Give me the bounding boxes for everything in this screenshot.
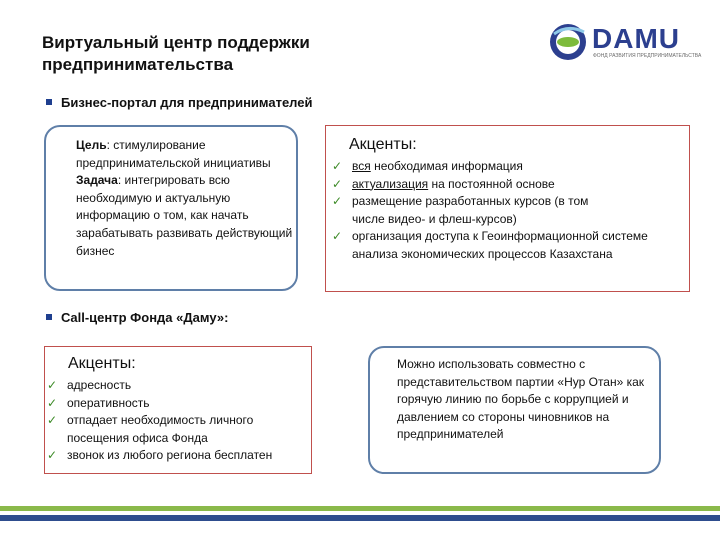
checkmark-icon: ✓ [47,448,58,463]
section-callcenter-heading: Call-центр Фонда «Даму»: [46,310,228,325]
list-item: ✓ адресность [47,377,309,395]
goal-text: : стимулирование предпринимательской инициативы [76,138,271,170]
list-item: ✓ оперативность [47,395,309,413]
page-title: Виртуальный центр поддержки предпринимательства [42,33,310,74]
checkmark-icon: ✓ [332,229,343,244]
checkmark-icon: ✓ [332,194,343,209]
checkmark-icon: ✓ [332,176,343,191]
logo-wordmark: DAMU [592,23,680,54]
callcenter-accents-box [44,346,312,474]
portal-accents-title: Акценты: [349,136,417,153]
goal-label: Цель [76,138,107,152]
footer-blue-stripe [0,515,720,521]
callcenter-accents-title: Акценты: [68,355,136,372]
checkmark-icon: ✓ [47,413,58,428]
list-item: ✓ размещение разработанных курсов (в том числе видео- и флеш-курсов) [332,194,589,226]
list-item: ✓ вся необходимая информация [332,158,682,176]
logo-tagline: ФОНД РАЗВИТИЯ ПРЕДПРИНИМАТЕЛЬСТВА [593,53,702,59]
task-text: : интегрировать всю необходимую и актуальную информацию о том, как начать зарабатывать развивать действующий бизнес [76,173,293,258]
task-label: Задача [76,173,118,188]
checkmark-icon: ✓ [47,395,58,410]
list-item: ✓ отпадает необходимость личного посещения офиса Фонда [47,413,254,445]
damu-logo [548,22,708,62]
bullet-square-icon [46,99,52,105]
list-item: ✓ организация доступа к Геоинформационной системе анализа экономических процессов Казахстана [332,229,648,261]
section-portal-heading: Бизнес-портал для предпринимателей [46,95,313,110]
hotline-note-text: Можно использовать совместно с представительством партии «Нур Отан» как горячую линию по борьбе с коррупцией и давлением со стороны чиновников на предпринимателей [397,357,645,442]
hotline-note-box [368,346,661,474]
list-item: ✓ звонок из любого региона бесплатен [47,447,309,465]
portal-accents-list [332,158,682,264]
bullet-square-icon [46,314,52,320]
checkmark-icon: ✓ [332,159,343,173]
goal-task-text [76,137,294,260]
goal-task-box [44,125,298,291]
list-item: ✓ актуализация на постоянной основе [332,176,682,194]
callcenter-accents-list [47,377,309,465]
footer-green-stripe [0,506,720,511]
portal-accents-box [325,125,690,292]
damu-logo-emblem-icon [548,22,592,62]
checkmark-icon: ✓ [47,378,58,392]
